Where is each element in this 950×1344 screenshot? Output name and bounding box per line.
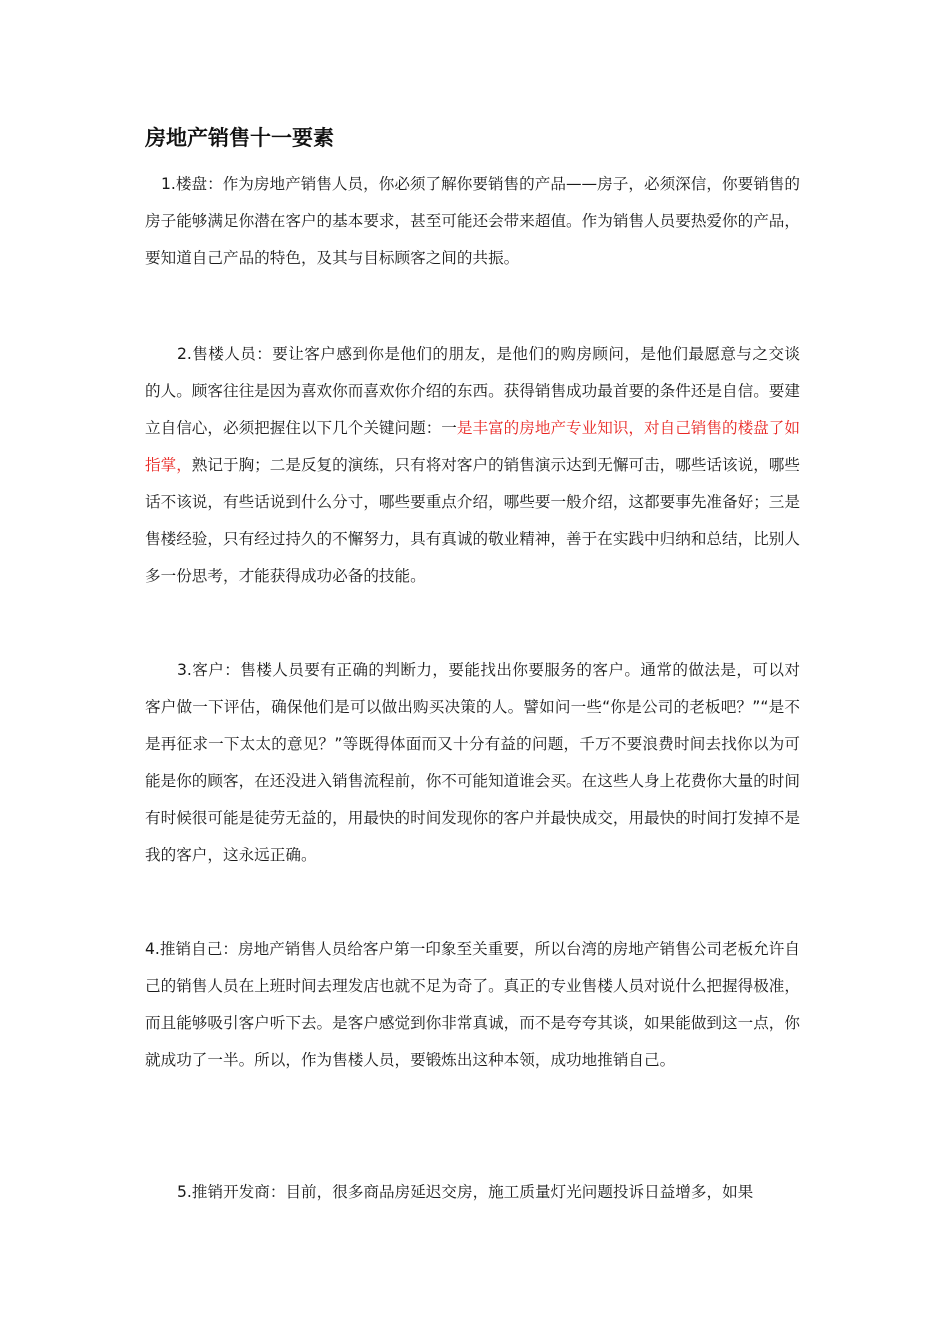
highlighted-text: 是丰富的房地产专业知识，对自己销售的楼盘了如指掌， [145,419,800,474]
paragraph-property: 1.楼盘：作为房地产销售人员，你必须了解你要销售的产品——房子，必须深信，你要销售的房子能够满足你潜在客户的基本要求，甚至可能还会带来超值。作为销售人员要热爱你的产品，要知道自己产品的特色，及其与目标顾客之间的共振。 [145,175,800,267]
paragraph-sell-developer: 5.推销开发商：目前，很多商品房延迟交房，施工质量灯光问题投诉日益增多，如果 [177,1183,754,1201]
document-title: 房地产销售十一要素 [145,126,334,150]
paragraph-sales-staff [145,336,800,595]
paragraph-customer: 3.客户：售楼人员要有正确的判断力，要能找出你要服务的客户。通常的做法是，可以对客户做一下评估，确保他们是可以做出购买决策的人。譬如问一些“你是公司的老板吧？”“是不是再征求一下太太的意见？”等既得体面而又十分有益的问题，千万不要浪费时间去找你以为可能是你的顾客，在还没进入销售流程前，你不可能知道谁会买。在这些人身上花费你大量的时间有时候很可能是徒劳无益的，用最快的时间发现你的客户并最快成交，用最快的时间打发掉不是我的客户，这永远正确。 [145,661,800,864]
paragraph-text: 熟记于胸；二是反复的演练，只有将对客户的销售演示达到无懈可击，哪些话该说，哪些话不该说，有些话说到什么分寸，哪些要重点介绍，哪些要一般介绍，这都要事先准备好；三是售楼经验，只有经过持久的不懈努力，具有真诚的敬业精神，善于在实践中归纳和总结，比别人多一份思考，才能获得成功必备的技能。 [145,456,800,585]
paragraph-text: 2.售楼人员：要让客户感到你是他们的朋友，是他们的购房顾问，是他们最愿意与之交谈的人。顾客往往是因为喜欢你而喜欢你介绍的东西。获得销售成功最首要的条件还是自信。要建立自信心，必须把握住以下几个关键问题：一 [145,345,800,437]
paragraph-sell-yourself: 4.推销自己：房地产销售人员给客户第一印象至关重要，所以台湾的房地产销售公司老板允许自己的销售人员在上班时间去理发店也就不足为奇了。真正的专业售楼人员对说什么把握得极准，而且能够吸引客户听下去。是客户感觉到你非常真诚，而不是夸夸其谈，如果能做到这一点，你就成功了一半。所以，作为售楼人员，要锻炼出这种本领，成功地推销自己。 [145,940,800,1069]
